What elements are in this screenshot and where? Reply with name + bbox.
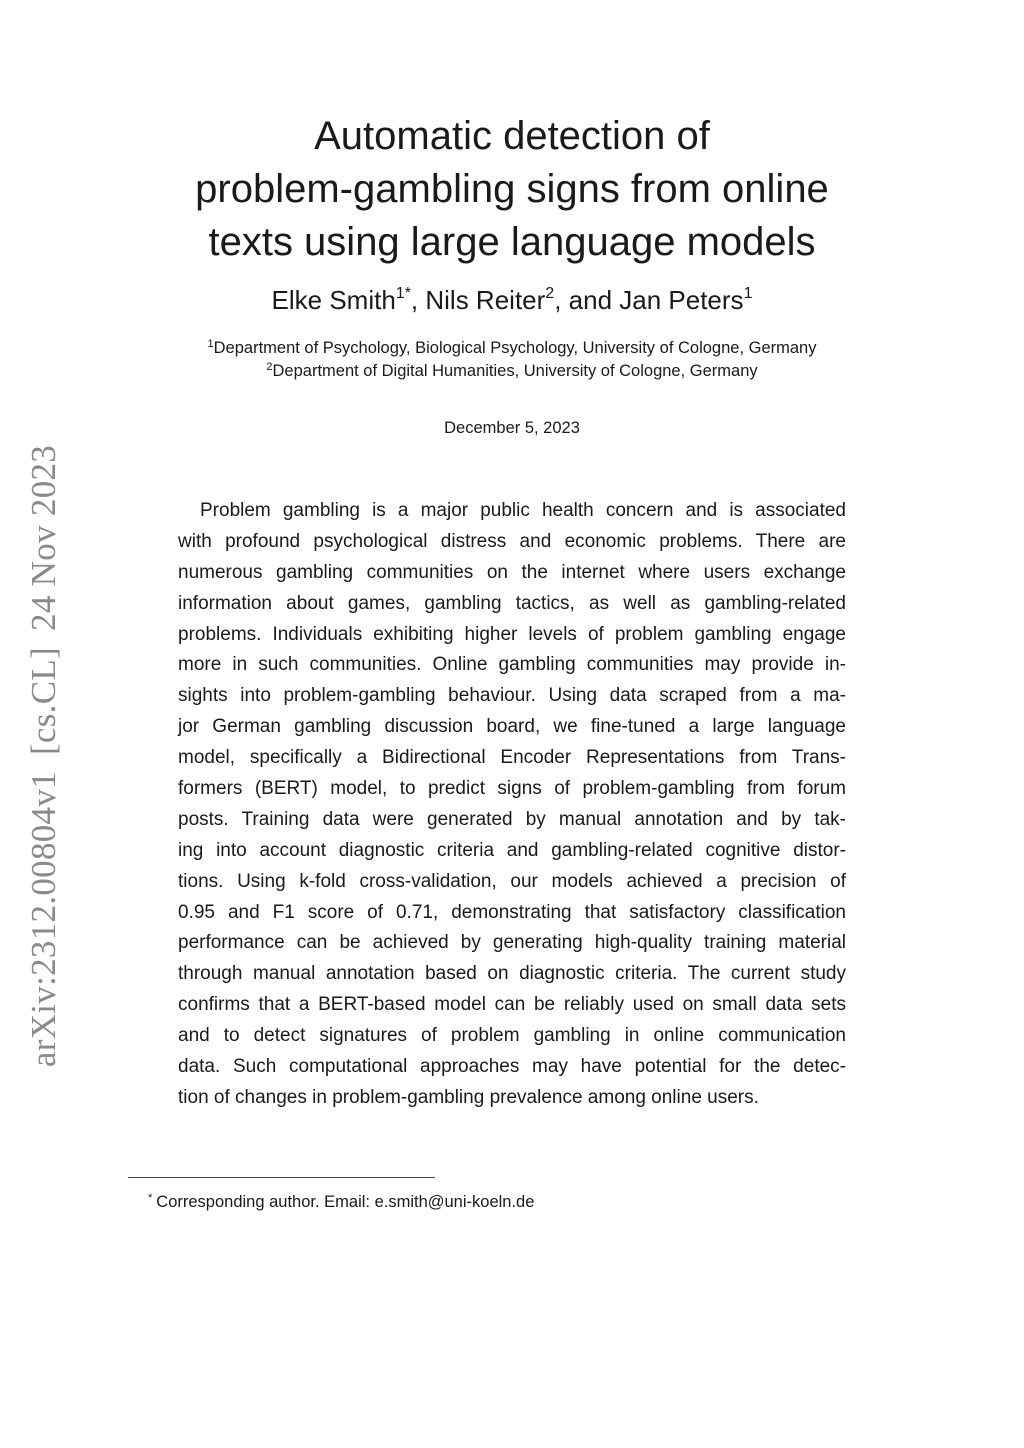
abstract-line: tion of changes in problem-gambling prevalence among online users. [178,1086,759,1108]
footnote-divider [128,1177,435,1178]
abstract-line: 0.95 and F1 score of 0.71, demonstrating that satisfactory classification [178,901,846,923]
author-separator: , and [554,285,620,315]
author-name: Elke Smith [271,285,396,315]
footnote-mark: * [148,1192,153,1204]
abstract-line: more in such communities. Online gambling communities may provide in- [178,654,846,676]
title-line: texts using large language models [208,220,816,264]
author-affiliation-mark: 1* [395,285,411,302]
abstract-line: model, specifically a Bidirectional Encoder Representations from Trans- [178,747,846,769]
author-affiliation-mark: 1 [743,285,753,302]
arxiv-date: 24 Nov 2023 [24,444,63,631]
paper-date: December 5, 2023 [444,419,580,437]
arxiv-stamp [24,429,64,1067]
author-name: Jan Peters [619,285,744,315]
abstract-line: with profound psychological distress and economic problems. There are [178,530,846,552]
author-list [150,282,874,318]
affiliation-mark: 1 [207,338,214,350]
abstract-line: performance can be achieved by generating high-quality training material [178,932,846,954]
abstract-line: through manual annotation based on diagnostic criteria. The current study [178,963,846,985]
abstract-line: data. Such computational approaches may have potential for the detec- [178,1056,846,1078]
abstract-line: confirms that a BERT-based model can be reliably used on small data sets [178,994,846,1016]
affiliation [120,360,904,383]
affiliation-text: Department of Digital Humanities, University of Cologne, Germany [272,362,758,380]
abstract-line: and to detect signatures of problem gambling in online communication [178,1025,846,1047]
abstract-line: posts. Training data were generated by manual annotation and by tak- [178,808,846,830]
affiliation-text: Department of Psychology, Biological Psychology, University of Cologne, Germany [213,339,817,357]
abstract-line: ing into account diagnostic criteria and gambling-related cognitive distor- [178,839,846,861]
affiliation [120,337,904,360]
abstract-line: tions. Using k-fold cross-validation, our models achieved a precision of [178,870,846,892]
author-separator: , [410,285,426,315]
affiliation-list [120,337,904,383]
abstract-line: Problem gambling is a major public health concern and is associated [200,500,846,521]
abstract [178,496,846,1114]
title-line: Automatic detection of [314,114,710,158]
footnote [148,1190,534,1214]
footnote-text: Corresponding author. Email: e.smith@uni-koeln.de [156,1193,535,1211]
paper-title [150,110,874,269]
author-affiliation-mark: 2 [545,285,555,302]
arxiv-category: [cs.CL] [24,646,63,756]
abstract-line: jor German gambling discussion board, we fine-tuned a large language [178,716,846,738]
title-line: problem-gambling signs from online [195,167,829,211]
arxiv-id: arXiv:2312.00804v1 [24,771,63,1068]
author-name: Nils Reiter [425,285,546,315]
abstract-line: sights into problem-gambling behaviour. Using data scraped from a ma- [178,685,846,707]
abstract-line: numerous gambling communities on the internet where users exchange [178,561,846,583]
abstract-line: problems. Individuals exhibiting higher levels of problem gambling engage [178,623,846,645]
abstract-line: information about games, gambling tactics, as well as gambling-related [178,592,846,614]
abstract-line: formers (BERT) model, to predict signs of problem-gambling from forum [178,778,846,800]
affiliation-mark: 2 [266,361,273,373]
